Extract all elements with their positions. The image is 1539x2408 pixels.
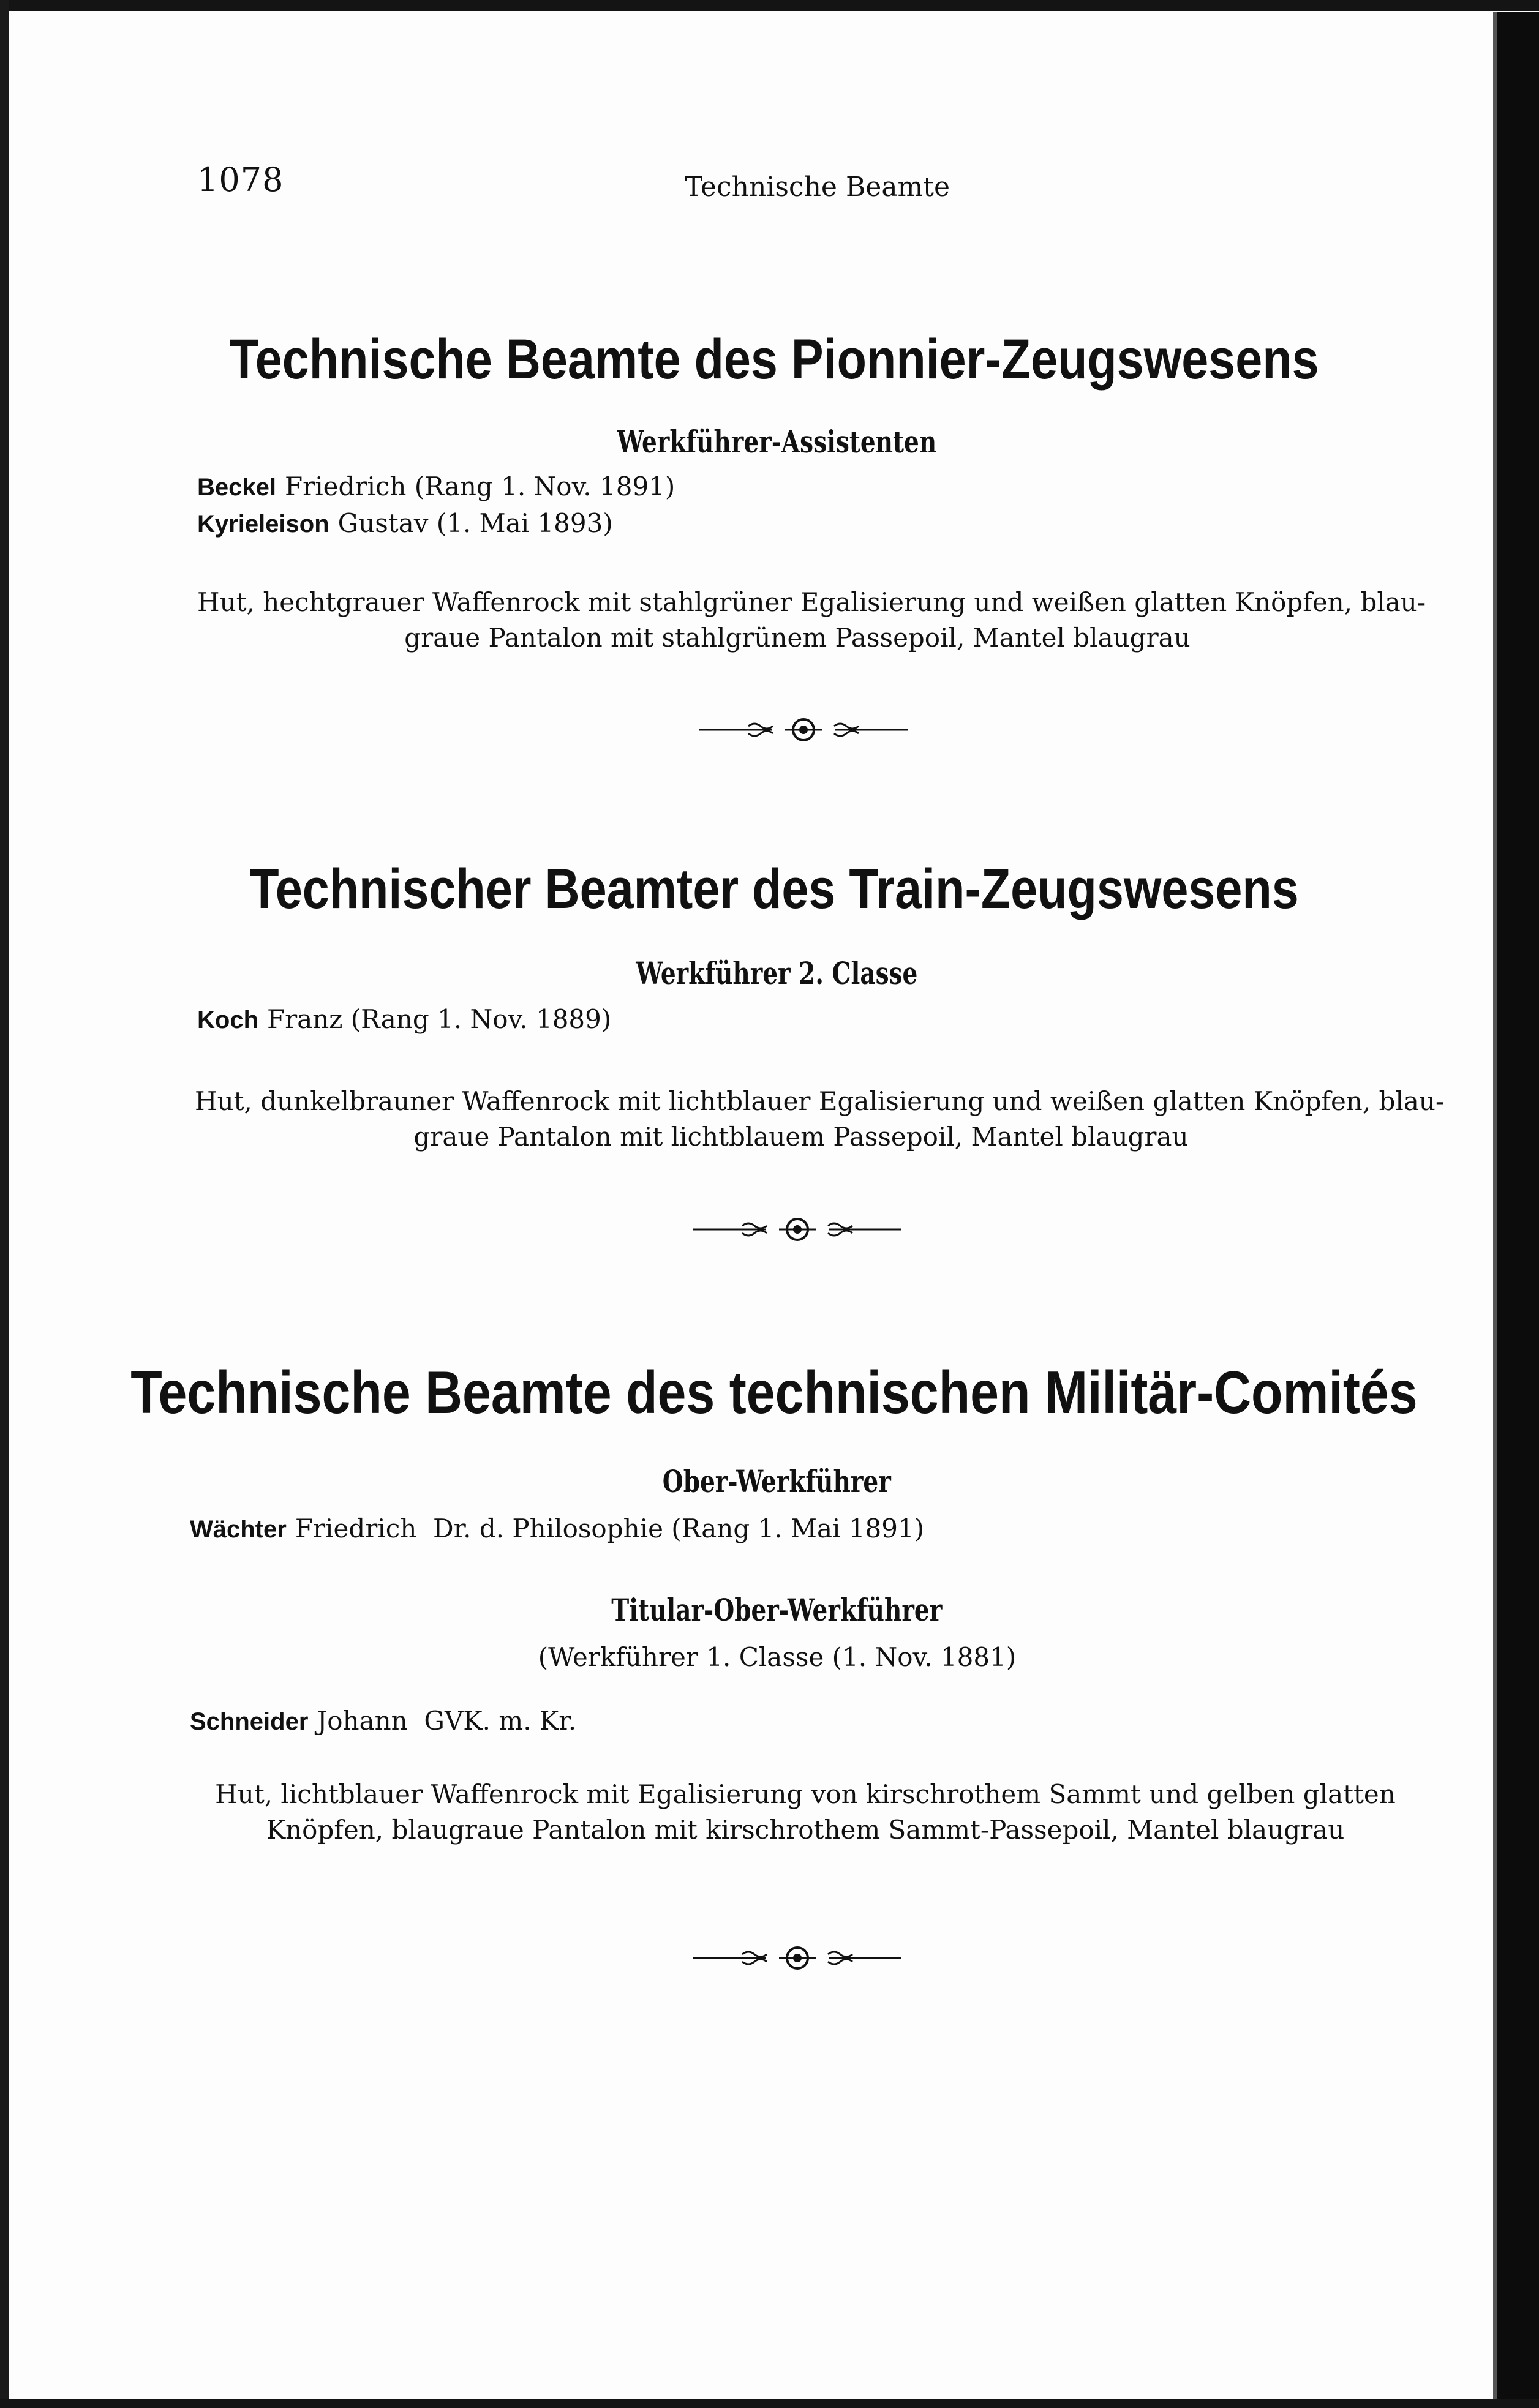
group-title-titular-ober-werkfuehrer: Titular-Ober-Werkführer xyxy=(611,1592,943,1628)
ornament-divider xyxy=(699,718,908,742)
ornament-divider xyxy=(693,1217,901,1242)
entry-details: Johann GVK. m. Kr. xyxy=(317,1706,577,1736)
running-head: Technische Beamte xyxy=(685,171,950,203)
entry-surname: Wächter xyxy=(190,1516,287,1543)
description-line: graue Pantalon mit stahlgrünem Passepoil, Mantel blaugrau xyxy=(404,623,1191,653)
list-item xyxy=(197,1004,611,1034)
list-item xyxy=(190,1513,924,1543)
list-item xyxy=(197,508,613,538)
section-heading-militaer-comite: Technische Beamte des technischen Militär-Comités xyxy=(130,1359,1418,1426)
list-item xyxy=(197,471,675,501)
section-heading-train: Technischer Beamter des Train-Zeugswesens xyxy=(249,858,1299,920)
scan-border-top xyxy=(0,0,1539,11)
group-note: (Werkführer 1. Classe (1. Nov. 1881) xyxy=(538,1642,1017,1672)
description-line: Hut, hechtgrauer Waffenrock mit stahlgrüner Egalisierung und weißen glatten Knöpfen, blau- xyxy=(197,587,1426,617)
uniform-description xyxy=(195,1084,1445,1155)
group-title-ober-werkfuehrer: Ober-Werkführer xyxy=(662,1463,891,1499)
ornament-divider xyxy=(693,1946,901,1970)
scan-border-bottom xyxy=(0,2399,1539,2408)
entry-details: Franz (Rang 1. Nov. 1889) xyxy=(267,1004,612,1034)
entry-surname: Beckel xyxy=(197,474,276,501)
entry-surname: Kyrieleison xyxy=(197,511,329,538)
entry-details: Gustav (1. Mai 1893) xyxy=(337,508,613,538)
group-title-werkfuehrer-2-classe: Werkführer 2. Classe xyxy=(636,955,918,991)
entry-surname: Schneider xyxy=(190,1708,309,1735)
group-title-werkfuehrer-assistenten: Werkführer-Assistenten xyxy=(617,424,937,460)
entry-details: Friedrich (Rang 1. Nov. 1891) xyxy=(284,471,675,501)
scan-border-left xyxy=(0,0,9,2408)
entry-surname: Koch xyxy=(197,1007,258,1033)
scan-border-right xyxy=(1497,12,1539,2408)
description-line: Hut, dunkelbrauner Waffenrock mit lichtblauer Egalisierung und weißen glatten Knöpfen, blau- xyxy=(195,1086,1445,1116)
description-line: graue Pantalon mit lichtblauem Passepoil, Mantel blaugrau xyxy=(413,1122,1189,1152)
section-heading-pionnier: Technische Beamte des Pionnier-Zeugswesens xyxy=(229,328,1319,391)
entry-details: Friedrich Dr. d. Philosophie (Rang 1. Mai 1891) xyxy=(295,1513,925,1543)
uniform-description xyxy=(202,1777,1409,1848)
uniform-description xyxy=(197,585,1426,656)
page-number: 1078 xyxy=(197,160,284,199)
description-line: Hut, lichtblauer Waffenrock mit Egalisierung von kirschrothem Sammt und gelben glatten xyxy=(215,1779,1396,1809)
list-item xyxy=(190,1706,576,1736)
description-line: Knöpfen, blaugraue Pantalon mit kirschrothem Sammt-Passepoil, Mantel blaugrau xyxy=(266,1815,1345,1845)
